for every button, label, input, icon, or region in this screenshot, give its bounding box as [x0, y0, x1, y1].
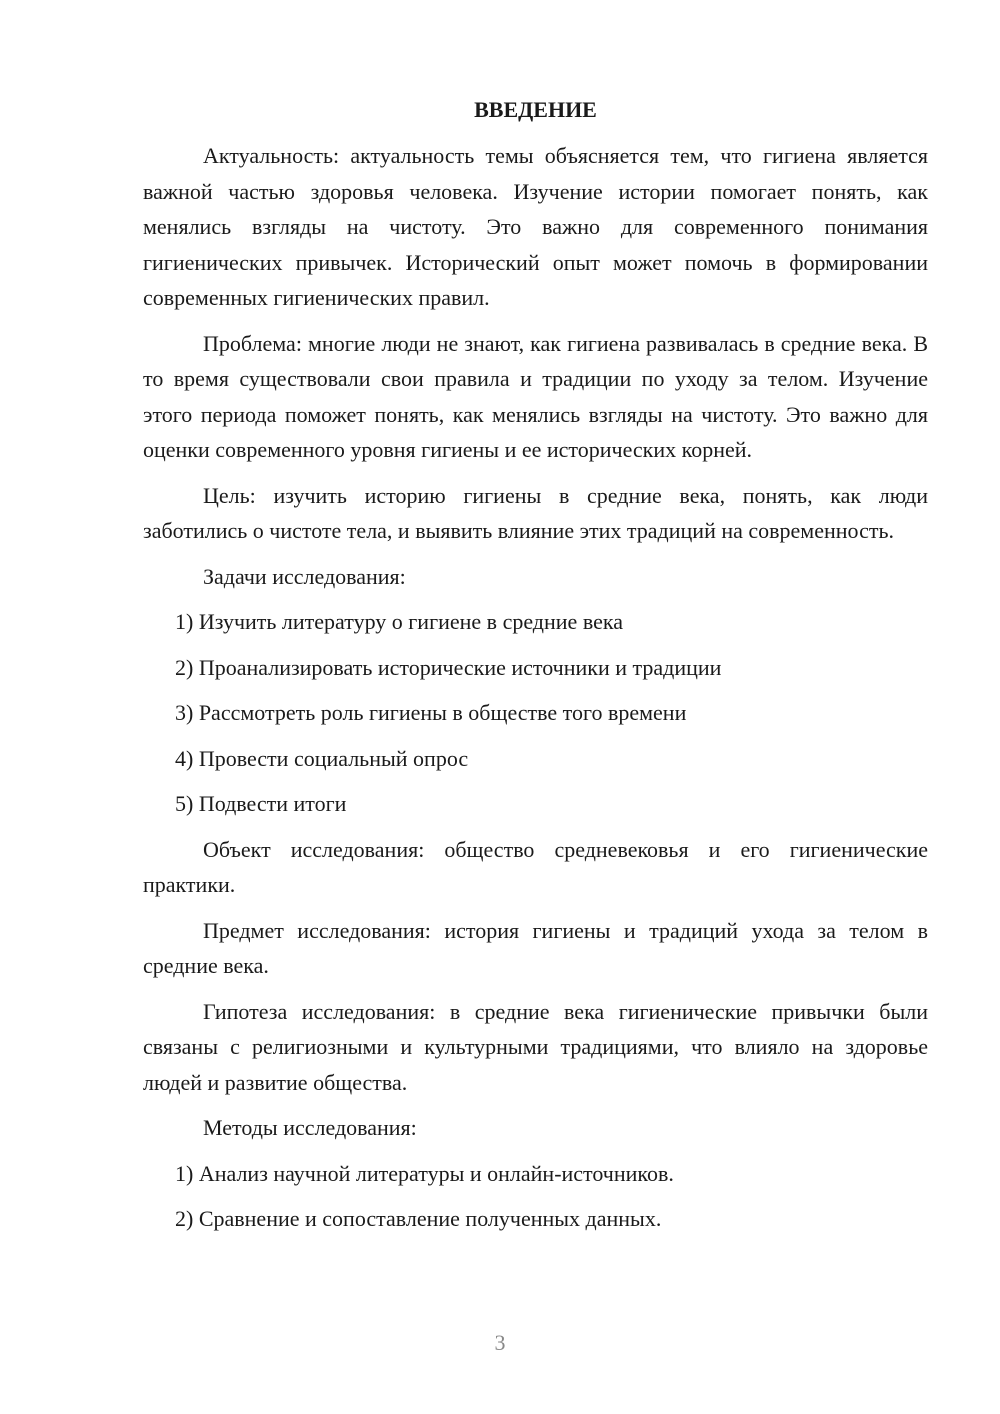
relevance-paragraph: Актуальность: актуальность темы объясняется тем, что гигиена является важной частью здоровья человека. Изучение истории помогает понять, как менялись взгляды на чистоту. Это важно для современного понимания гигиенических привычек. Исторический опыт может помочь в формировании современных гигиенических правил. [143, 143, 928, 310]
tasks-list [143, 604, 928, 822]
tasks-label: Задачи исследования: [203, 563, 406, 589]
subject-paragraph: Предмет исследования: история гигиены и традиций ухода за телом в средние века. [143, 917, 928, 978]
methods-list [143, 1156, 928, 1237]
task-item: 1) Изучить литературу о гигиене в средние века [175, 609, 623, 634]
task-item: 5) Подвести итоги [175, 791, 347, 816]
problem-paragraph: Проблема: многие люди не знают, как гигиена развивалась в средние века. В то время существовали свои правила и традиции по уходу за телом. Изучение этого периода поможет понять, как менялись взгляды на чистоту. Это важно для оценки современного уровня гигиены и ее исторических корней. [143, 330, 928, 462]
document-page [143, 92, 928, 1247]
task-item: 4) Провести социальный опрос [175, 745, 469, 771]
methods-label: Методы исследования: [203, 1115, 417, 1140]
goal-paragraph: Цель: изучить историю гигиены в средние века, понять, как люди заботились о чистоте тела, и выявить влияние этих традиций на современность. [143, 482, 928, 543]
task-item: 3) Рассмотреть роль гигиены в обществе того времени [175, 700, 687, 725]
object-paragraph: Объект исследования: общество средневековья и его гигиенические практики. [143, 836, 928, 897]
task-item: 2) Проанализировать исторические источники и традиции [175, 654, 722, 680]
page-number: 3 [494, 1330, 506, 1355]
method-item: 1) Анализ научной литературы и онлайн-источников. [175, 1160, 674, 1186]
method-item: 2) Сравнение и сопоставление полученных данных. [175, 1206, 662, 1231]
hypothesis-paragraph: Гипотеза исследования: в средние века гигиенические привычки были связаны с религиозными и культурными традициями, что влияло на здоровье людей и развитие общества. [143, 998, 928, 1095]
section-heading: ВВЕДЕНИЕ [474, 97, 597, 122]
